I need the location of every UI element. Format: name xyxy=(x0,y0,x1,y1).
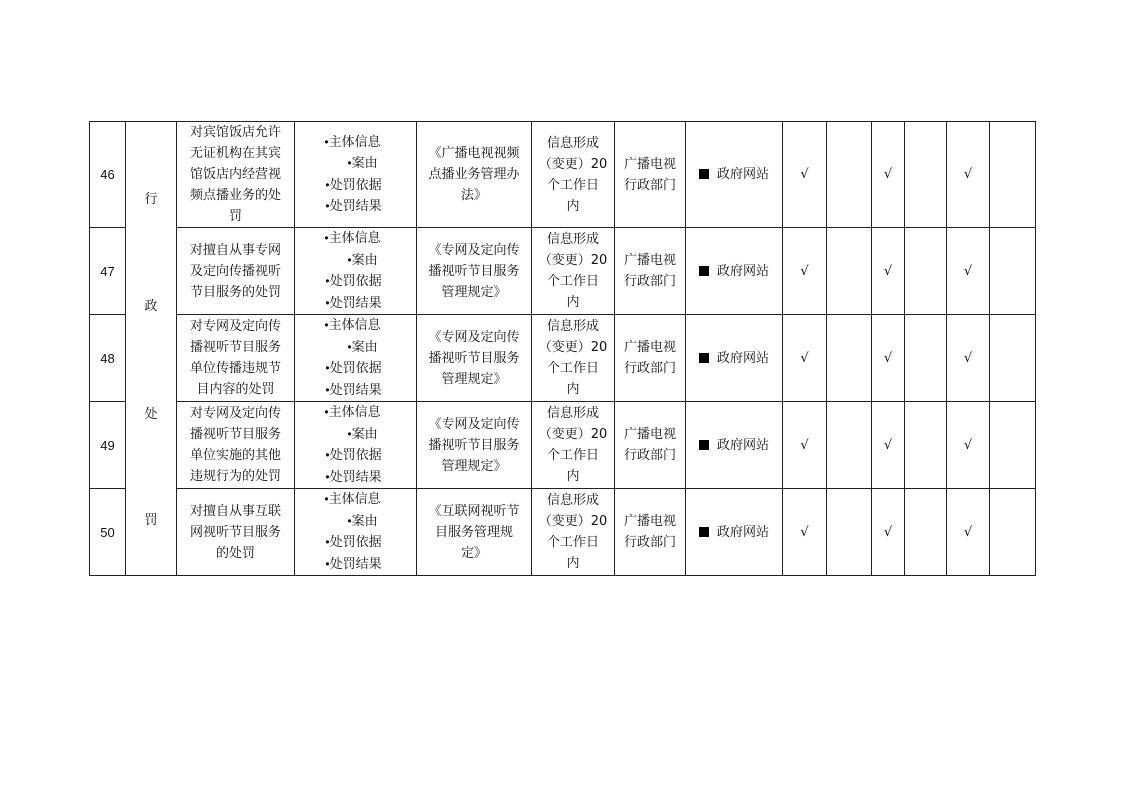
empty-cell xyxy=(990,489,1036,576)
row-number: 49 xyxy=(90,402,126,489)
text-line: 及定向传播视听 xyxy=(189,263,281,279)
check-cell: √ xyxy=(783,402,827,489)
bullet-text: 主体信息 xyxy=(328,134,381,150)
bullet-text: 案由 xyxy=(351,339,378,355)
bullet-item: •处罚依据 xyxy=(325,177,382,193)
filled-square-icon xyxy=(699,266,709,276)
text-line: 定》 xyxy=(460,545,487,561)
text-line: 目内容的处罚 xyxy=(196,382,275,397)
bullet-item: •处罚结果 xyxy=(325,469,382,485)
text-line: 馆饭店内经营视 xyxy=(189,167,281,182)
row-number: 46 xyxy=(90,122,126,228)
item-description xyxy=(177,315,295,402)
responsible-department xyxy=(615,228,686,315)
text-line: 《专网及定向传 xyxy=(428,416,520,432)
disclosure-channel xyxy=(686,402,783,489)
disclosure-channel xyxy=(686,489,783,576)
bullet-text: 案由 xyxy=(351,252,378,268)
disclosure-timing xyxy=(532,489,615,576)
empty-cell xyxy=(827,122,872,228)
responsible-department xyxy=(615,315,686,402)
item-description xyxy=(177,489,295,576)
legal-basis xyxy=(417,122,532,228)
text-line: 信息形成 xyxy=(546,135,599,151)
disclosure-table xyxy=(89,121,1036,576)
text-line: 信息形成 xyxy=(546,232,599,247)
text-line: 个工作日 xyxy=(546,274,599,289)
text-line: 单位传播违规节 xyxy=(189,361,281,376)
check-cell: √ xyxy=(872,122,905,228)
responsible-department xyxy=(615,402,686,489)
disclosure-items xyxy=(295,122,417,228)
check-cell: √ xyxy=(872,402,905,489)
bullet-item: •主体信息 xyxy=(324,492,381,507)
text-line: 罚 xyxy=(228,209,242,224)
legal-basis xyxy=(417,315,532,402)
category-cell xyxy=(126,122,177,576)
text-line: 内 xyxy=(566,295,580,310)
bullet-item: •主体信息 xyxy=(324,318,381,333)
responsible-department xyxy=(615,122,686,228)
disclosure-timing xyxy=(532,228,615,315)
text-line: 信息形成 xyxy=(546,319,599,334)
bullet-text: 处罚依据 xyxy=(329,361,382,376)
bullet-item: •案由 xyxy=(347,426,378,442)
text-line: 《互联网视听节 xyxy=(428,503,520,519)
disclosure-channel xyxy=(686,315,783,402)
text-line: 个工作日 xyxy=(546,177,599,193)
empty-cell xyxy=(827,489,872,576)
text-line: 管理规定》 xyxy=(441,371,507,387)
channel-label: 政府网站 xyxy=(716,167,769,182)
text-line: 节目服务的处罚 xyxy=(189,284,281,300)
disclosure-items xyxy=(295,315,417,402)
bullet-item: •处罚依据 xyxy=(325,361,382,376)
check-cell: √ xyxy=(947,122,990,228)
text-line: 播视听节目服务 xyxy=(428,437,520,453)
disclosure-items xyxy=(295,489,417,576)
text-line: 对擅自从事专网 xyxy=(189,242,281,258)
empty-cell xyxy=(905,315,947,402)
bullet-text: 主体信息 xyxy=(328,405,381,420)
bullet-text: 处罚依据 xyxy=(329,274,382,289)
bullet-item: •案由 xyxy=(347,252,378,268)
text-line: 播视听节目服务 xyxy=(428,263,520,279)
text-line: （变更）20 xyxy=(538,427,608,442)
text-line: 个工作日 xyxy=(546,535,599,550)
empty-cell xyxy=(990,402,1036,489)
bullet-item: •处罚依据 xyxy=(325,448,382,463)
text-line: 内 xyxy=(566,382,580,397)
table-row xyxy=(90,122,1036,228)
text-line: 内 xyxy=(566,198,580,214)
text-line: 对专网及定向传 xyxy=(189,406,281,421)
text-line: 播视听节目服务 xyxy=(189,340,281,355)
disclosure-timing xyxy=(532,315,615,402)
text-line: 目服务管理规 xyxy=(434,524,513,540)
text-line: 广播电视 xyxy=(623,340,676,355)
empty-cell xyxy=(827,228,872,315)
text-line: 行政部门 xyxy=(623,177,676,193)
text-line: 广播电视 xyxy=(623,253,676,268)
channel-label: 政府网站 xyxy=(716,263,769,279)
bullet-item: •处罚依据 xyxy=(325,274,382,289)
check-cell: √ xyxy=(947,402,990,489)
filled-square-icon xyxy=(699,527,709,537)
responsible-department xyxy=(615,489,686,576)
bullet-item: •主体信息 xyxy=(324,134,381,150)
bullet-text: 案由 xyxy=(351,426,378,442)
filled-square-icon xyxy=(699,440,709,450)
bullet-item: •处罚结果 xyxy=(325,556,382,572)
empty-cell xyxy=(990,122,1036,228)
bullet-text: 案由 xyxy=(351,156,378,171)
empty-cell xyxy=(827,402,872,489)
text-line: 行政部门 xyxy=(623,274,676,289)
text-line: 播视听节目服务 xyxy=(428,350,520,366)
bullet-text: 主体信息 xyxy=(328,318,381,333)
text-line: 个工作日 xyxy=(546,361,599,376)
text-line: 内 xyxy=(566,469,580,484)
table-row xyxy=(90,315,1036,402)
empty-cell xyxy=(905,228,947,315)
row-number: 48 xyxy=(90,315,126,402)
empty-cell xyxy=(905,122,947,228)
bullet-text: 处罚依据 xyxy=(329,448,382,463)
text-line: （变更）20 xyxy=(538,253,608,268)
bullet-text: 处罚依据 xyxy=(329,177,382,193)
channel-label: 政府网站 xyxy=(716,437,769,453)
filled-square-icon xyxy=(699,169,709,179)
bullet-item: •案由 xyxy=(347,156,378,171)
check-cell: √ xyxy=(872,315,905,402)
bullet-text: 案由 xyxy=(351,513,378,529)
text-line: 管理规定》 xyxy=(441,284,507,300)
text-line: （变更）20 xyxy=(538,340,608,355)
table-row xyxy=(90,228,1036,315)
empty-cell xyxy=(990,228,1036,315)
bullet-item: •主体信息 xyxy=(324,231,381,246)
empty-cell xyxy=(905,489,947,576)
category-char: 罚 xyxy=(144,512,158,528)
item-description xyxy=(177,228,295,315)
disclosure-items xyxy=(295,402,417,489)
text-line: 广播电视 xyxy=(623,427,676,442)
check-cell: √ xyxy=(947,489,990,576)
bullet-item: •处罚依据 xyxy=(325,535,382,550)
legal-basis xyxy=(417,489,532,576)
text-line: 《专网及定向传 xyxy=(428,242,520,258)
check-cell: √ xyxy=(872,489,905,576)
check-cell: √ xyxy=(783,228,827,315)
table-row xyxy=(90,489,1036,576)
bullet-item: •处罚结果 xyxy=(325,382,382,398)
text-line: （变更）20 xyxy=(538,156,608,172)
text-line: 的处罚 xyxy=(215,545,255,561)
disclosure-items xyxy=(295,228,417,315)
item-description xyxy=(177,122,295,228)
text-line: 点播业务管理办 xyxy=(428,167,520,182)
category-char: 行 xyxy=(144,191,158,207)
bullet-text: 主体信息 xyxy=(328,492,381,507)
check-cell: √ xyxy=(872,228,905,315)
text-line: （变更）20 xyxy=(538,514,608,529)
check-cell: √ xyxy=(783,489,827,576)
bullet-text: 处罚结果 xyxy=(329,556,382,572)
text-line: 单位实施的其他 xyxy=(189,448,281,463)
text-line: 行政部门 xyxy=(623,361,676,376)
text-line: 广播电视 xyxy=(623,156,676,172)
check-cell: √ xyxy=(783,315,827,402)
disclosure-channel xyxy=(686,122,783,228)
category-char: 政 xyxy=(144,298,158,314)
bullet-item: •处罚结果 xyxy=(325,199,382,214)
category-char: 处 xyxy=(144,406,158,422)
disclosure-timing xyxy=(532,122,615,228)
text-line: 行政部门 xyxy=(623,448,676,463)
bullet-text: 处罚结果 xyxy=(329,295,382,311)
empty-cell xyxy=(905,402,947,489)
bullet-text: 处罚结果 xyxy=(329,199,382,214)
text-line: 《广播电视视频 xyxy=(428,146,520,161)
bullet-item: •案由 xyxy=(347,339,378,355)
text-line: 广播电视 xyxy=(623,514,676,529)
text-line: 信息形成 xyxy=(546,493,599,508)
text-line: 个工作日 xyxy=(546,448,599,463)
empty-cell xyxy=(990,315,1036,402)
text-line: 行政部门 xyxy=(623,535,676,550)
text-line: 对专网及定向传 xyxy=(189,319,281,334)
disclosure-channel xyxy=(686,228,783,315)
text-line: 管理规定》 xyxy=(441,458,507,474)
text-line: 对擅自从事互联 xyxy=(189,503,281,519)
text-line: 法》 xyxy=(460,188,487,203)
bullet-text: 处罚依据 xyxy=(329,535,382,550)
text-line: 无证机构在其宾 xyxy=(189,146,281,161)
text-line: 信息形成 xyxy=(546,406,599,421)
check-cell: √ xyxy=(783,122,827,228)
check-cell: √ xyxy=(947,315,990,402)
text-line: 对宾馆饭店允许 xyxy=(189,125,281,140)
filled-square-icon xyxy=(699,353,709,363)
text-line: 《专网及定向传 xyxy=(428,329,520,345)
bullet-text: 处罚结果 xyxy=(329,382,382,398)
text-line: 违规行为的处罚 xyxy=(189,469,281,484)
legal-basis xyxy=(417,402,532,489)
bullet-item: •主体信息 xyxy=(324,405,381,420)
text-line: 内 xyxy=(566,556,580,571)
empty-cell xyxy=(827,315,872,402)
row-number: 50 xyxy=(90,489,126,576)
check-cell: √ xyxy=(947,228,990,315)
channel-label: 政府网站 xyxy=(716,524,769,540)
bullet-text: 主体信息 xyxy=(328,231,381,246)
channel-label: 政府网站 xyxy=(716,350,769,366)
bullet-item: •处罚结果 xyxy=(325,295,382,311)
row-number: 47 xyxy=(90,228,126,315)
text-line: 网视听节目服务 xyxy=(189,524,281,540)
legal-basis xyxy=(417,228,532,315)
bullet-item: •案由 xyxy=(347,513,378,529)
table-row xyxy=(90,402,1036,489)
bullet-text: 处罚结果 xyxy=(329,469,382,485)
disclosure-timing xyxy=(532,402,615,489)
item-description xyxy=(177,402,295,489)
text-line: 频点播业务的处 xyxy=(189,188,281,203)
text-line: 播视听节目服务 xyxy=(189,427,281,442)
